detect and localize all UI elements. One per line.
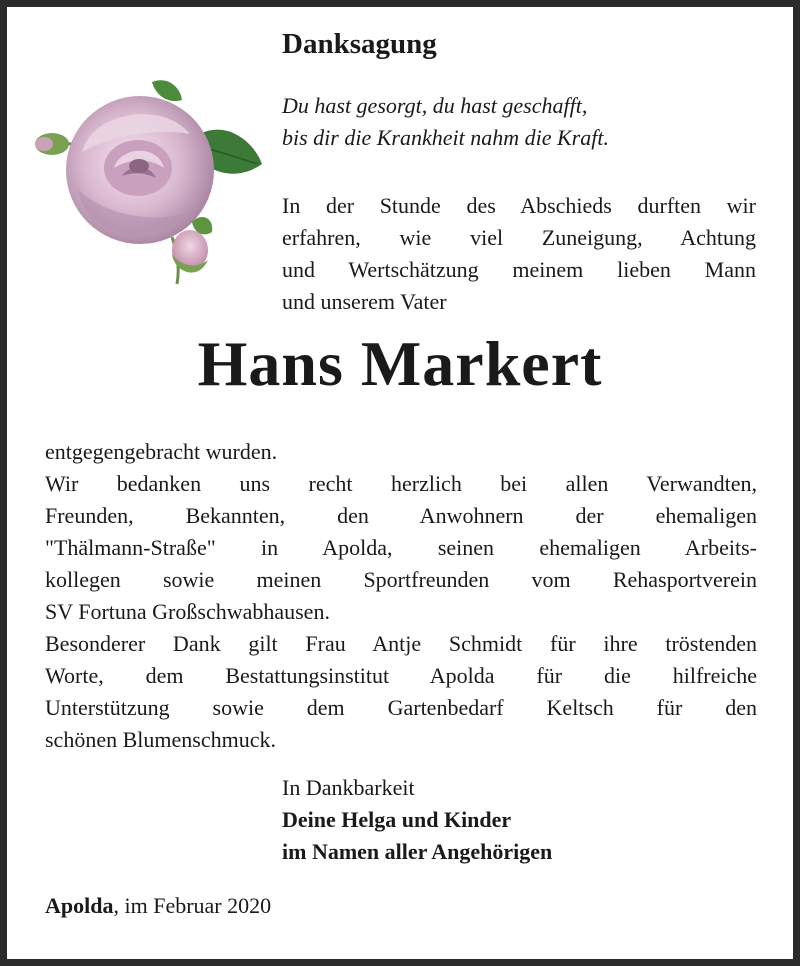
body-line: Freunden, Bekannten, den Anwohnern der ehemaligen: [45, 503, 757, 528]
intro-line: und unserem Vater: [282, 289, 447, 314]
poem-line: Du hast gesorgt, du hast geschafft,: [282, 93, 588, 118]
body-line: Worte, dem Bestattungsinstitut Apolda für die hilfreiche: [45, 663, 757, 688]
deceased-name: Hans Markert: [197, 328, 603, 399]
closing-greeting: In Dankbarkeit: [282, 775, 415, 800]
signatory-family: Deine Helga und Kinder: [282, 807, 512, 832]
intro-line: und Wertschätzung meinem lieben Mann: [282, 257, 756, 282]
memorial-poem: [282, 90, 609, 154]
body-line: "Thälmann-Straße" in Apolda, seinen ehemaligen Arbeits-: [45, 535, 757, 560]
page-title: Danksagung: [282, 28, 437, 60]
intro-line: In der Stunde des Abschieds durften wir: [282, 193, 756, 218]
body-line: Unterstützung sowie dem Gartenbedarf Keltsch für den: [45, 695, 757, 720]
body-line: entgegengebracht wurden.: [45, 439, 278, 464]
body-line: SV Fortuna Großschwabhausen.: [45, 599, 330, 624]
place-date: [45, 893, 271, 919]
body-line: kollegen sowie meinen Sportfreunden vom Rehasportverein: [45, 567, 757, 592]
place-name: Apolda: [45, 893, 114, 918]
closing-signature: [282, 772, 552, 868]
body-line: Wir bedanken uns recht herzlich bei allen Verwandten,: [45, 471, 757, 496]
intro-paragraph: [282, 190, 756, 318]
thanks-paragraph: [45, 436, 757, 756]
body-line: schönen Blumenschmuck.: [45, 727, 276, 752]
signatory-relatives: im Namen aller Angehörigen: [282, 839, 553, 864]
intro-line: erfahren, wie viel Zuneigung, Achtung: [282, 225, 756, 250]
rose-flower-icon: [22, 72, 270, 290]
date-text: , im Februar 2020: [113, 893, 272, 918]
body-line: Besonderer Dank gilt Frau Antje Schmidt für ihre tröstenden: [45, 631, 757, 656]
poem-line: bis dir die Krankheit nahm die Kraft.: [282, 125, 609, 150]
